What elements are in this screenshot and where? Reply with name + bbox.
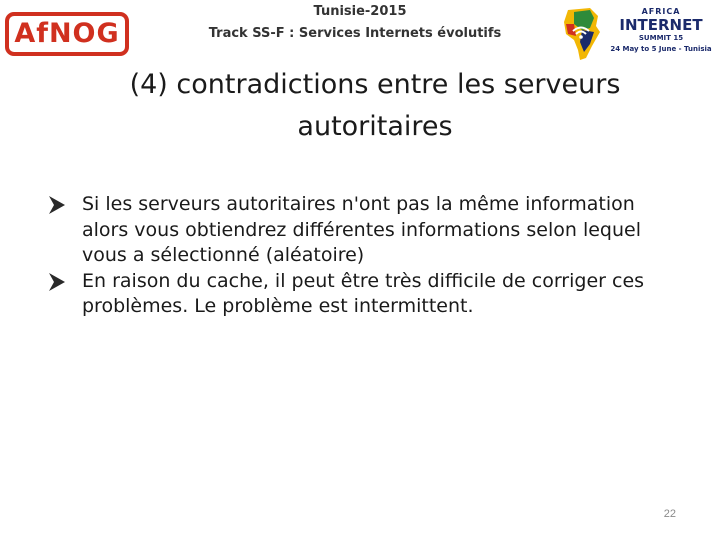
slide-title-line2: autoritaires [297, 111, 453, 142]
page-number: 22 [663, 508, 676, 520]
bullet-item [45, 192, 675, 269]
arrow-bullet-icon [48, 272, 66, 292]
slide-header [0, 0, 720, 62]
arrow-bullet-icon [48, 195, 66, 215]
header-track: Track SS-F : Services Internets évolutifs [208, 26, 502, 41]
slide-title [60, 64, 690, 148]
africa-internet-summit-logo [560, 4, 720, 62]
summit-logo-text [604, 4, 718, 55]
bullet-text: En raison du cache, il peut être très difficile de corriger ces problèmes. Le problème est intermittent. [82, 269, 645, 317]
summit-africa: AFRICA [641, 7, 681, 16]
wifi-icon [572, 26, 590, 40]
bullet-item [45, 269, 675, 320]
bullet-text: Si les serveurs autoritaires n'ont pas la même information alors vous obtiendrez différentes informations selon lequel vous a sélectionné (aléatoire) [82, 193, 641, 266]
summit-year: SUMMIT 15 [638, 34, 684, 42]
slide-title-line1: (4) contradictions entre les serveurs [129, 69, 621, 100]
summit-internet: INTERNET [619, 16, 703, 34]
summit-dates: 24 May to 5 June - Tunisia [610, 45, 712, 53]
afnog-logo-text: AfNOG [14, 18, 120, 49]
header-event: Tunisie-2015 [313, 4, 407, 19]
bullet-list [45, 192, 675, 320]
afnog-logo [5, 12, 129, 56]
